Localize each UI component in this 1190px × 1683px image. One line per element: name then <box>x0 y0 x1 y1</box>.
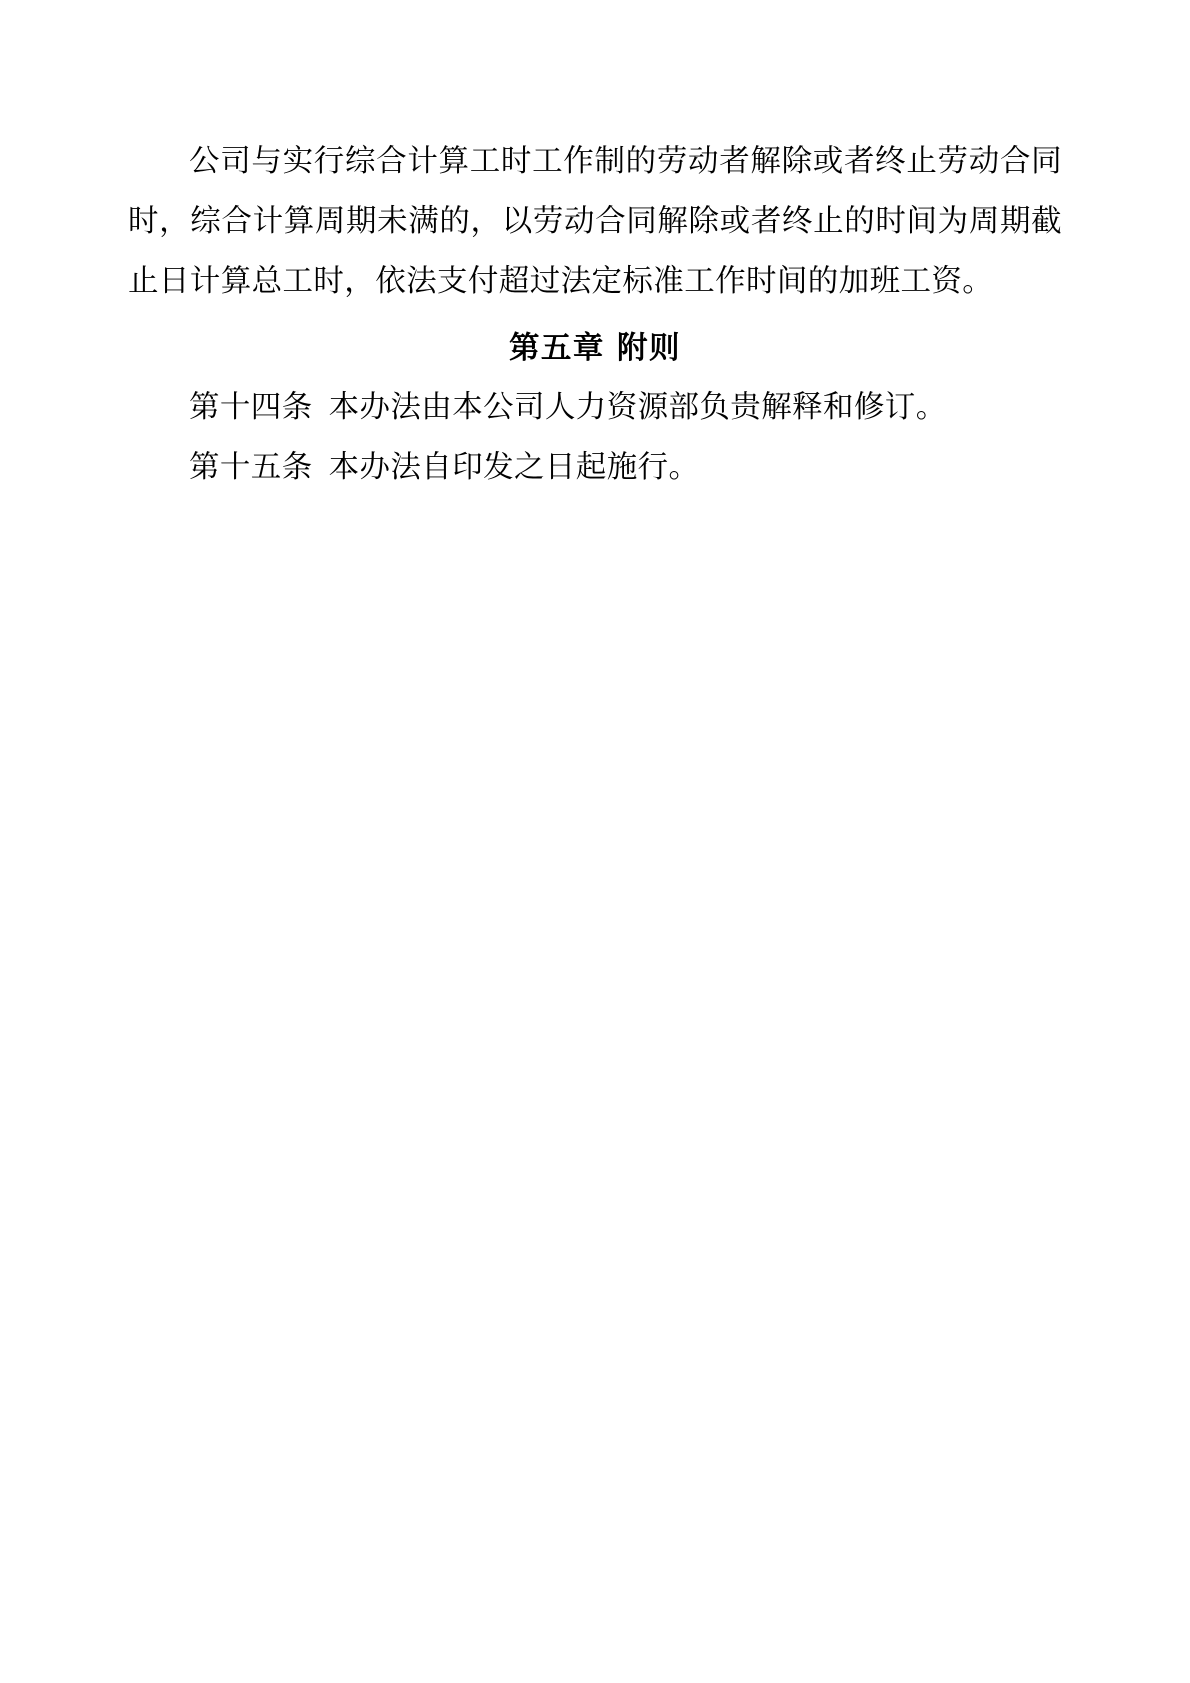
clause-text: 本办法自印发之日起施行。 <box>328 450 700 485</box>
body-paragraph: 公司与实行综合计算工时工作制的劳动者解除或者终止劳动合同时，综合计算周期未满的，以劳动合同解除或者终止的时间为周期截止日计算总工时，依法支付超过法定标准工作时间的加班工资。 <box>128 144 1062 299</box>
clause-text: 本办法由本公司人力资源部负贵解释和修订。 <box>328 390 947 425</box>
clause-label: 第十五条 <box>189 450 313 485</box>
clause-label: 第十四条 <box>189 390 313 425</box>
document-body <box>128 132 1062 498</box>
clause-item <box>128 438 1062 498</box>
section-heading: 第五章 附则 <box>508 330 682 366</box>
clause-item <box>128 378 1062 438</box>
